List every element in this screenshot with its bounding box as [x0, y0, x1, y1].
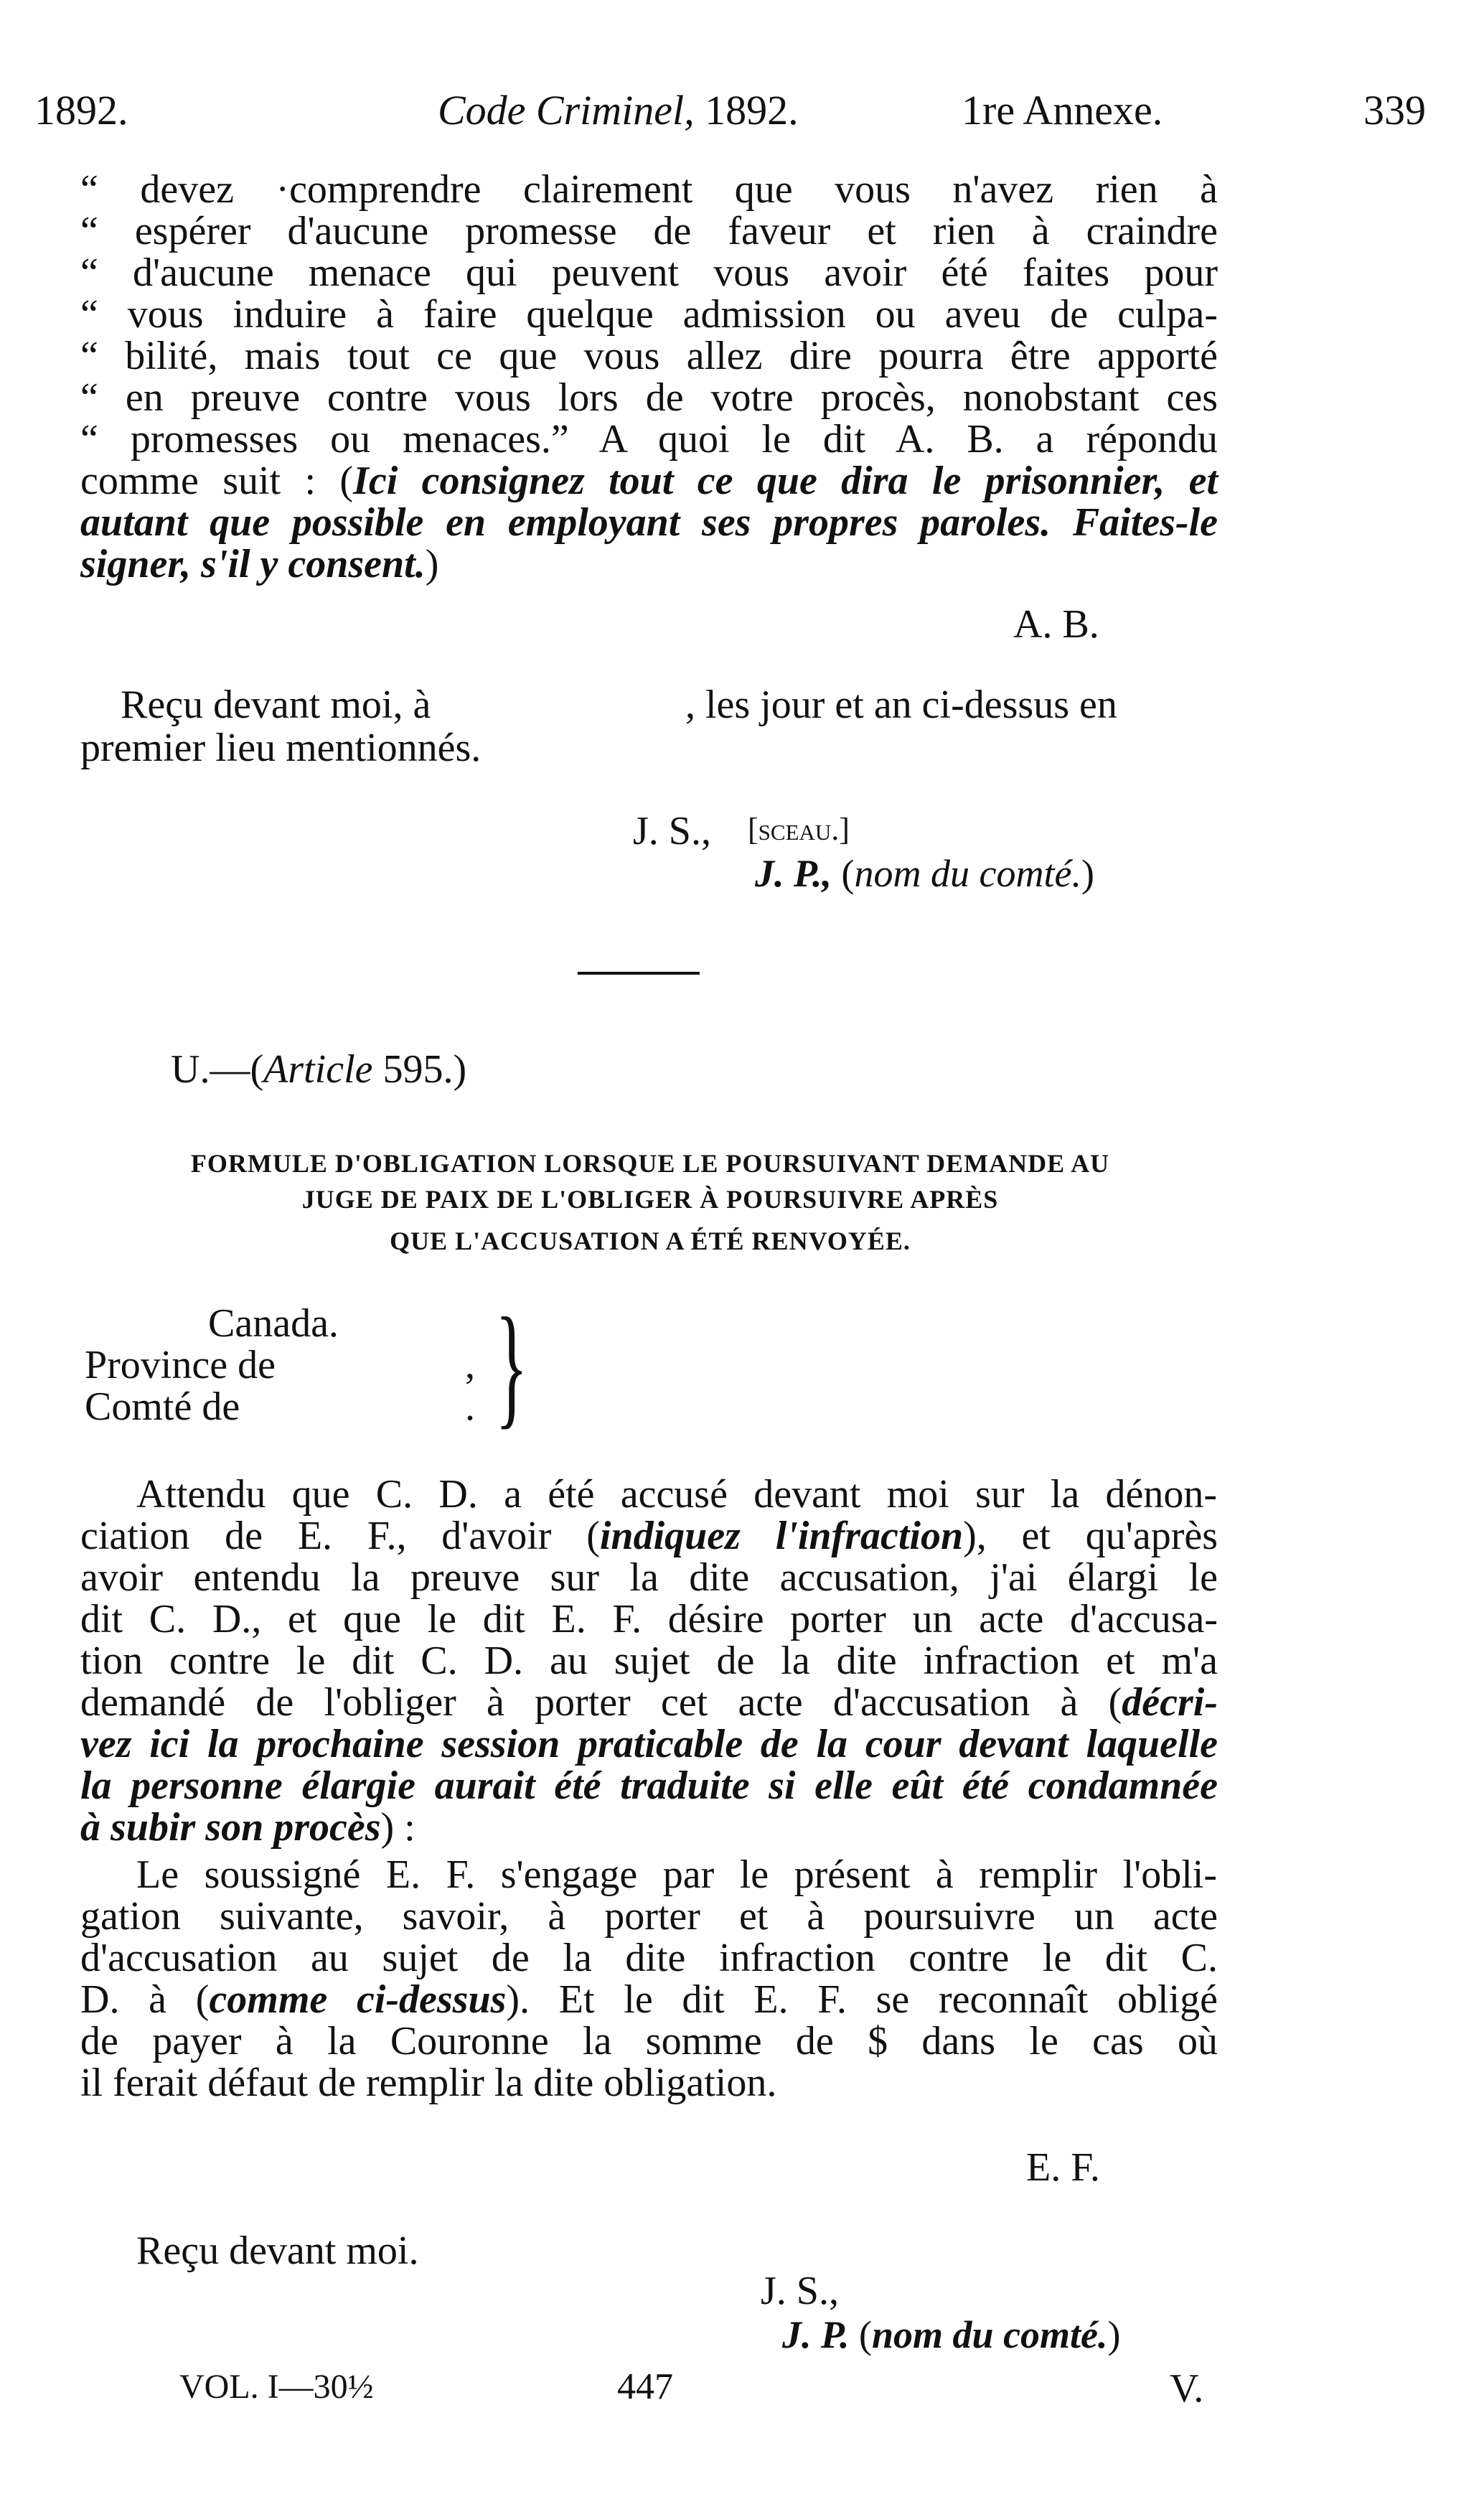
received-line-right: , les jour et an ci-dessus en — [685, 683, 1117, 727]
text-line: “ espérer d'aucune promesse de faveur et rien à craindre — [80, 209, 1218, 253]
seal-mark: [sceau.] — [748, 812, 850, 847]
brace-icon: } — [495, 1290, 528, 1441]
text-line: dit C. D., et que le dit E. F. désire porter un acte d'accusa- — [80, 1597, 1218, 1641]
text-line: demandé de l'obliger à porter cet acte d'accusation à (décri- — [80, 1680, 1218, 1725]
venue-comma: , — [465, 1343, 475, 1387]
venue-country: Canada. — [208, 1301, 339, 1346]
text-line: D. à (comme ci-dessus). Et le dit E. F. se reconnaît obligé — [80, 1977, 1218, 2022]
text-line: de payer à la Couronne la somme de $ dans le cas où — [80, 2019, 1218, 2063]
signature-ab: A. B. — [1013, 602, 1099, 647]
text-line: “ en preuve contre vous lors de votre procès, nonobstant ces — [80, 375, 1218, 420]
text-line: “ promesses ou menaces.” A quoi le dit A. B. a répondu — [80, 417, 1218, 461]
italic-run: à subir son procès — [80, 1805, 381, 1850]
header-annex: 1re Annexe. — [962, 87, 1163, 133]
italic-run: décri- — [1122, 1680, 1218, 1725]
header-year: 1892. — [34, 87, 128, 133]
text-line: comme suit : (Ici consignez tout ce que dira le prisonnier, et — [80, 459, 1218, 503]
text-line: tion contre le dit C. D. au sujet de la dite infraction et m'a — [80, 1639, 1218, 1683]
text-line: la personne élargie aurait été traduite si elle eût été condamnée — [80, 1763, 1218, 1808]
text-line: vez ici la prochaine session praticable de la cour devant laquelle — [80, 1722, 1218, 1766]
venue-county: Comté de — [85, 1384, 240, 1429]
page-number: 339 — [1363, 87, 1426, 133]
italic-run: indiquez l'infraction — [599, 1514, 964, 1558]
section-divider — [578, 972, 700, 975]
text-line: ciation de E. F., d'avoir (indiquez l'infraction), et qu'après — [80, 1514, 1218, 1558]
justice-title: J. P., (nom du comté.) — [755, 852, 1094, 895]
received-line-left: Reçu devant moi, à — [121, 683, 431, 727]
text-line: Le soussigné E. F. s'engage par le présent à remplir l'obli- — [136, 1852, 1217, 1897]
heading-line: JUGE DE PAIX DE L'OBLIGER À POURSUIVRE APRÈS — [301, 1185, 999, 1214]
justice-title: J. P. (nom du comté.) — [782, 2313, 1121, 2356]
text-line: il ferait défaut de remplir la dite obligation. — [80, 2061, 777, 2105]
italic-run: comme ci-dessus — [209, 1977, 507, 2022]
text-line: d'accusation au sujet de la dite infraction contre le dit C. — [80, 1936, 1218, 1980]
justice-initials: J. S., — [633, 809, 711, 853]
text-line: gation suivante, savoir, à porter et à poursuivre un acte — [80, 1894, 1218, 1939]
volume-signature: VOL. I—30½ — [179, 2368, 374, 2406]
venue-province: Province de — [85, 1343, 276, 1387]
heading-line: FORMULE D'OBLIGATION LORSQUE LE POURSUIVANT DEMANDE AU — [190, 1149, 1110, 1178]
text-line: “ d'aucune menace qui peuvent vous avoir été faites pour — [80, 250, 1218, 295]
text-line: “ bilité, mais tout ce que vous allez dire pourra être apporté — [80, 334, 1218, 378]
heading-line: QUE L'ACCUSATION A ÉTÉ RENVOYÉE. — [390, 1227, 911, 1255]
text-line: avoir entendu la preuve sur la dite accusation, j'ai élargi le — [80, 1555, 1218, 1600]
text-line: “ devez ·comprendre clairement que vous n'avez rien à — [80, 167, 1218, 212]
text-line: autant que possible en employant ses propres paroles. Faites-le — [80, 500, 1218, 545]
received-line: Reçu devant moi. — [136, 2229, 419, 2273]
text-line: Attendu que C. D. a été accusé devant moi sur la dénon- — [136, 1472, 1217, 1517]
header-title: Code Criminel, 1892. — [438, 87, 799, 133]
signature-ef: E. F. — [1026, 2145, 1100, 2190]
venue-period: . — [465, 1384, 475, 1429]
text-line: “ vous induire à faire quelque admission ou aveu de culpa- — [80, 292, 1218, 337]
original-page-number: 447 — [617, 2366, 673, 2407]
justice-initials: J. S., — [761, 2269, 839, 2313]
text-line: signer, s'il y consent.) — [80, 542, 439, 586]
form-u-title: U.—(Article 595.) — [171, 1047, 467, 1092]
signature-mark: V. — [1170, 2366, 1204, 2411]
received-line-2: premier lieu mentionnés. — [80, 726, 482, 770]
text-line: à subir son procès) : — [80, 1805, 415, 1850]
